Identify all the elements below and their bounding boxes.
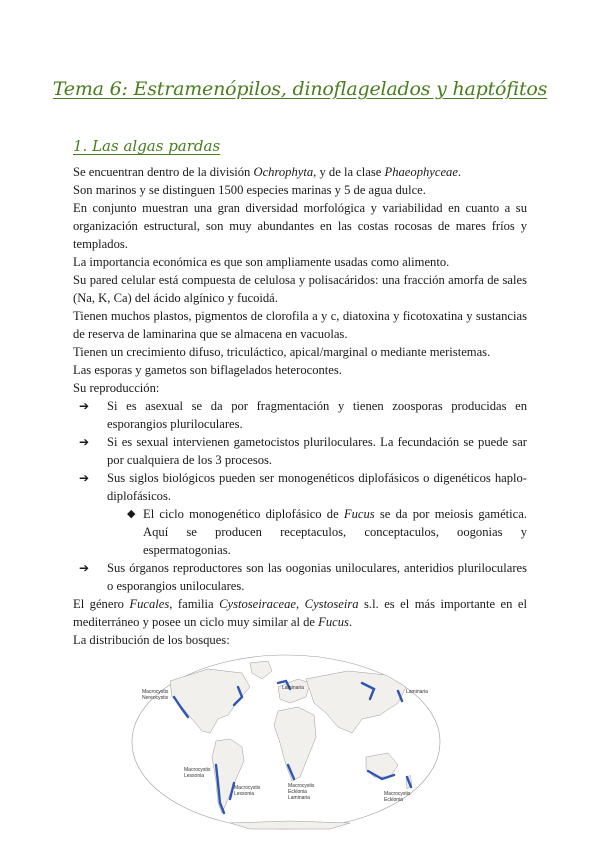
sub-list — [107, 505, 527, 559]
list-item: ➔ Sus órganos reproductores son las oogonias uniloculares, anteridios pluriloculares o esporangios uniloculares. — [79, 561, 527, 593]
list-item: ➔ Sus siglos biológicos pueden ser monogenéticos diplofásicos o digenéticos haplo-diplofásicos. ◆ El ciclo monogenético diplofásico de Fucus se da por meiosis gamética. Aquí se producen receptaculos, conceptaculos, oogonias y espermatogonias. — [79, 471, 527, 557]
paragraph-classification: Se encuentran dentro de la división Ochrophyta, y de la clase Phaeophyceae. — [73, 165, 462, 179]
map-label: Macrocystis — [234, 785, 261, 791]
kelp-distribution-map — [130, 653, 442, 831]
paragraph-fucales: El género Fucales, familia Cystoseiraceae, Cystoseira s.l. es el más importante en el mediterráneo y posee un ciclo muy similar al de Fucus. — [73, 597, 527, 629]
paragraph-spores: Las esporas y gametos son biflagelados heterocontes. — [73, 363, 342, 377]
diamond-icon: ◆ — [127, 508, 136, 520]
map-label: Macrocystis — [288, 783, 315, 789]
document-body — [73, 163, 527, 649]
map-label: Ecklonia — [288, 789, 307, 795]
list-item: ➔ Si es sexual intervienen gametocistos pluriloculares. La fecundación se puede sar por cualquiera de los 3 procesos. — [79, 435, 527, 467]
arrow-icon: ➔ — [79, 399, 90, 413]
paragraph-reproduction: Su reproducción: — [73, 381, 160, 395]
paragraph-diversity: En conjunto muestran una gran diversidad morfológica y variabilidad en cuanto a su organización estructural, son muy abundantes en las costas rocosas de mares fríos y templados. — [73, 201, 527, 251]
map-label: Lessonia — [184, 773, 205, 779]
paragraph-distribution: La distribución de los bosques: — [73, 633, 230, 647]
map-label: Macrocystis — [184, 767, 211, 773]
reproduction-list — [73, 397, 527, 595]
paragraph-cell-wall: Su pared celular está compuesta de celulosa y polisacáridos: una fracción amorfa de sales (Na, K, Ca) del ácido algínico y fucoidá. — [73, 273, 527, 305]
page-title: Tema 6: Estramenópilos, dinoflagelados y haptófitos — [52, 78, 548, 100]
section-heading: 1. Las algas pardas — [73, 137, 221, 155]
map-label: Macrocystis — [142, 689, 169, 695]
map-label: Nereocystis — [142, 695, 169, 701]
map-label: Lessonia — [234, 791, 255, 797]
paragraph-growth: Tienen un crecimiento difuso, triculáctico, apical/marginal o mediante meristemas. — [73, 345, 491, 359]
paragraph-plastids: Tienen muchos plastos, pigmentos de clorofila a y c, diatoxina y ficotoxatina y sustancias de reserva de laminarina que se almacena en vacuolas. — [73, 309, 527, 341]
arrow-icon: ➔ — [79, 561, 90, 575]
paragraph-economy: La importancia económica es que son ampliamente usadas como alimento. — [73, 255, 450, 269]
world-map-image — [130, 653, 442, 831]
arrow-icon: ➔ — [79, 471, 90, 485]
map-label: Macrocystis — [384, 791, 411, 797]
list-item: ➔ Si es asexual se da por fragmentación y tienen zoosporas producidas en esporangios pluriloculares. — [79, 399, 527, 431]
map-label: Laminaria — [288, 795, 310, 801]
paragraph-species: Son marinos y se distinguen 1500 especies marinas y 5 de agua dulce. — [73, 183, 426, 197]
map-label: Laminaria — [282, 685, 304, 691]
map-label: Ecklonia — [384, 797, 403, 803]
arrow-icon: ➔ — [79, 435, 90, 449]
map-label: Laminaria — [406, 689, 428, 695]
sub-list-item: ◆ El ciclo monogenético diplofásico de Fucus se da por meiosis gamética. Aquí se producen receptaculos, conceptaculos, oogonias y espermatogonias. — [127, 507, 527, 557]
